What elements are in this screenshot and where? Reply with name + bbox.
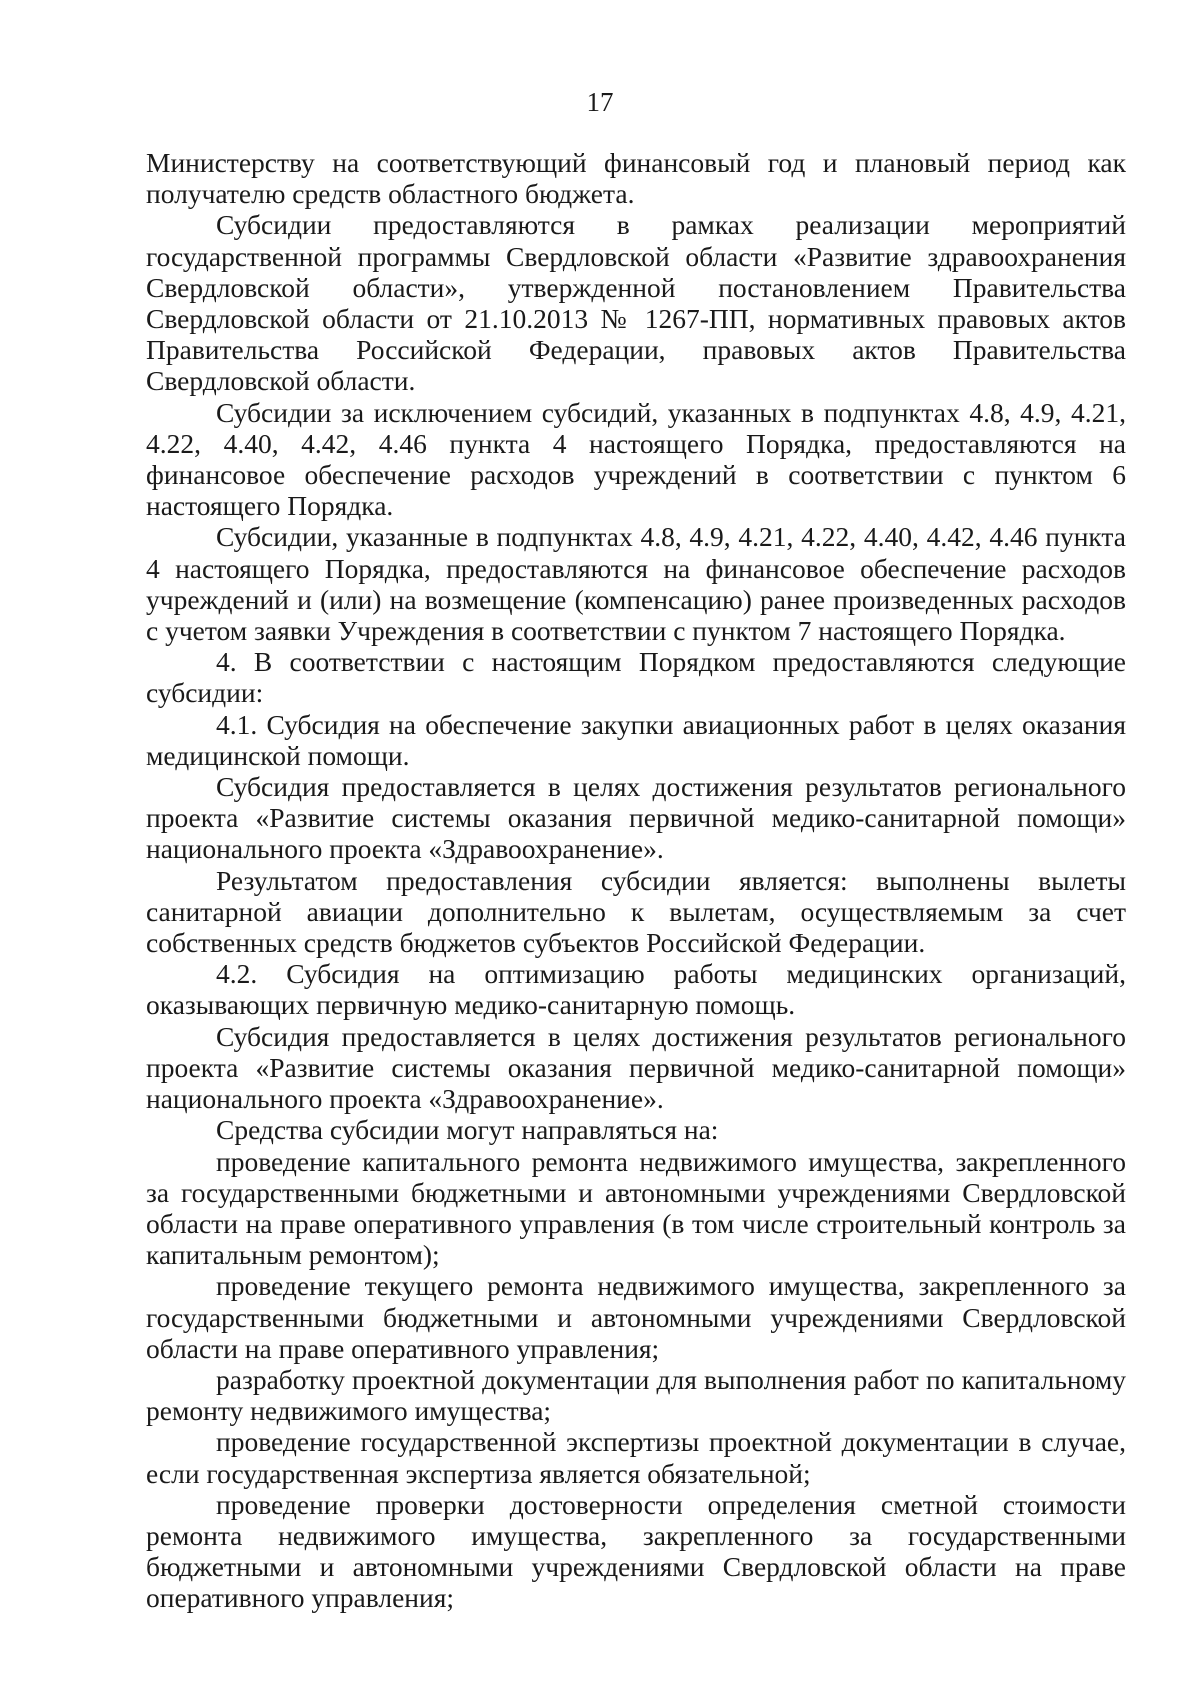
page-number: 17: [586, 87, 614, 117]
paragraph: Субсидии предоставляются в рамках реализации мероприятий государственной программы Свердловской области «Развитие здравоохранения Свердловской области», утвержденной постановлением Правительства Свердловской области от 21.10.2013 № 1267-ПП, нормативных правовых актов Правительства Российской Федерации, правовых актов Правительства Свердловской области.: [146, 209, 1126, 397]
paragraph: Средства субсидии могут направляться на:: [216, 1114, 719, 1146]
paragraph: Субсидии за исключением субсидий, указанных в подпунктах 4.8, 4.9, 4.21, 4.22, 4.40, 4.42, 4.46 пункта 4 настоящего Порядка, предоставляются на финансовое обеспечение расходов учреждений в соответствии с пунктом 6 настоящего Порядка.: [146, 396, 1126, 522]
section-heading: 4. В соответствии с настоящим Порядком предоставляются следующие субсидии:: [146, 646, 1126, 709]
list-item: проведение проверки достоверности определения сметной стоимости ремонта недвижимого имущества, закрепленного за государственными бюджетными и автономными учреждениями Свердловской области на праве оперативного управления;: [146, 1488, 1126, 1614]
list-item: проведение текущего ремонта недвижимого имущества, закрепленного за государственными бюджетными и автономными учреждениями Свердловской области на праве оперативного управления;: [146, 1270, 1126, 1364]
paragraph: Результатом предоставления субсидии является: выполнены вылеты санитарной авиации дополнительно к вылетам, осуществляемым за счет собственных средств бюджетов субъектов Российской Федерации.: [146, 864, 1126, 959]
list-item: проведение государственной экспертизы проектной документации в случае, если государственная экспертиза является обязательной;: [146, 1426, 1126, 1489]
paragraph: Субсидия предоставляется в целях достижения результатов регионального проекта «Развитие системы оказания первичной медико-санитарной помощи» национального проекта «Здравоохранение».: [146, 1020, 1126, 1115]
paragraph: Субсидии, указанные в подпунктах 4.8, 4.9, 4.21, 4.22, 4.40, 4.42, 4.46 пункта 4 настоящего Порядка, предоставляются на финансовое обеспечение расходов учреждений и (или) на возмещение (компенсацию) ранее произведенных расходов с учетом заявки Учреждения в соответствии с пунктом 7 настоящего Порядка.: [146, 521, 1126, 647]
document-body: [146, 147, 1126, 1614]
subsection-heading: 4.1. Субсидия на обеспечение закупки авиационных работ в целях оказания медицинской помощи.: [146, 708, 1126, 771]
list-item: проведение капитального ремонта недвижимого имущества, закрепленного за государственными бюджетными и автономными учреждениями Свердловской области на праве оперативного управления (в том числе строительный контроль за капитальным ремонтом);: [146, 1145, 1126, 1271]
list-item: разработку проектной документации для выполнения работ по капитальному ремонту недвижимого имущества;: [146, 1363, 1126, 1427]
subsection-heading: 4.2. Субсидия на оптимизацию работы медицинских организаций, оказывающих первичную медико-санитарную помощь.: [146, 958, 1126, 1021]
paragraph: Министерству на соответствующий финансовый год и плановый период как получателю средств областного бюджета.: [146, 147, 1126, 210]
paragraph: Субсидия предоставляется в целях достижения результатов регионального проекта «Развитие системы оказания первичной медико-санитарной помощи» национального проекта «Здравоохранение».: [146, 771, 1126, 865]
